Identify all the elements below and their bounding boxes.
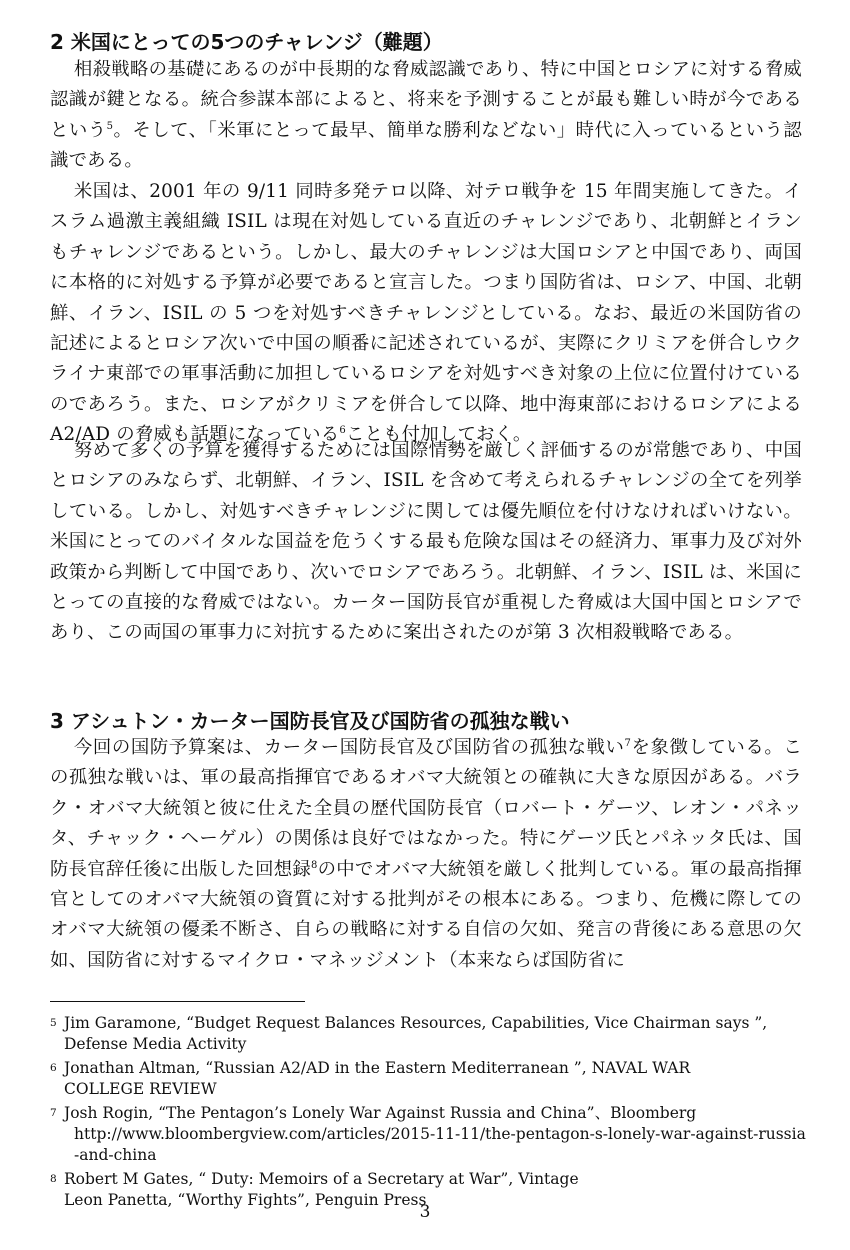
footnote-number: 6 xyxy=(50,1062,57,1074)
section-3-heading: 3 アシュトン・カーター国防長官及び国防省の孤独な戦い xyxy=(50,709,570,733)
footnote-7 xyxy=(50,1103,810,1166)
footnotes xyxy=(50,1013,810,1214)
section-3-paragraph-1 xyxy=(50,733,802,976)
page-number: 3 xyxy=(419,1202,431,1222)
paragraph-text: 米国は、2001 年の 9/11 同時多発テロ以降、対テロ戦争を 15 年間実施してきた。イスラム過激主義組織 ISIL は現在対処している直近のチャレンジであり、北朝鮮とイランもチャレンジであるという。しかし、最大のチャレンジは大国ロシアと中国であり、両国に本格的に対処する予算が必要であると宣言した。つまり国防省は、ロシア、中国、北朝鮮、イラン、ISIL の 5 つを対処すべきチャレンジとしている。なお、最近の米国防省の記述によるとロシア次いで中国の順番に記述されているが、実際にクリミアを併合しウクライナ東部での軍事活動に加担しているロシアを対処すべき対象の上位に位置付けているのであろう。また、ロシアがクリミアを併合して以降、地中海東部におけるロシアによる A2/AD の脅威も話題になっている xyxy=(50,181,802,446)
footnote-text: Robert M Gates, “ Duty: Memoirs of a Secretary at War”, Vintage xyxy=(64,1170,579,1188)
footnote-text: Defense Media Activity xyxy=(64,1035,247,1053)
footnote-number: 7 xyxy=(50,1107,57,1119)
footnote-text: Josh Rogin, “The Pentagon’s Lonely War Against Russia and China”、Bloomberg xyxy=(64,1104,697,1122)
footnote-text: Jim Garamone, “Budget Request Balances Resources, Capabilities, Vice Chairman says ”, xyxy=(64,1014,768,1032)
section-2-paragraph-1 xyxy=(50,55,802,177)
section-2-heading: 2 米国にとっての5つのチャレンジ（難題） xyxy=(50,30,443,54)
paragraph-text: ことも付加しておく。 xyxy=(345,424,532,446)
footnote-number: 5 xyxy=(50,1017,57,1029)
footnote-separator xyxy=(50,1001,305,1002)
footnote-text: Leon Panetta, “Worthy Fights”, Penguin Press xyxy=(64,1191,427,1209)
paragraph-text: 相殺戦略の基礎にあるのが中長期的な脅威認識であり、特に中国とロシアに対する脅威認識が鍵となる。統合参謀本部によると、将来を予測することが最も難しい時が今であるという xyxy=(50,59,802,141)
footnote-ref-6: 6 xyxy=(339,425,346,437)
footnote-text: COLLEGE REVIEW xyxy=(64,1080,217,1098)
footnote-ref-5: 5 xyxy=(106,120,114,132)
paragraph-text: を象徴している。この孤独な戦いは、軍の最高指揮官であるオバマ大統領との確執に大きな原因がある。バラク・オバマ大統領と彼に仕えた全員の歴代国防長官（ロバート・ゲーツ、レオン・パネッタ、チャック・ヘーゲル）の関係は良好ではなかった。特にゲーツ氏とパネッタ氏は、国防長官辞任後に出版した回想録 xyxy=(50,737,802,880)
section-2-paragraph-2 xyxy=(50,177,802,451)
section-2-paragraph-3: 努めて多くの予算を獲得するためには国際情勢を厳しく評価するのが常態であり、中国とロシアのみならず、北朝鮮、イラン、ISIL を含めて考えられるチャレンジの全てを列挙している。しかし、対処すべきチャレンジに関しては優先順位を付けなければいけない。米国にとってのバイタルな国益を危うくする最も危険な国はその経済力、軍事力及び対外政策から判断して中国であり、次いでロシアであろう。北朝鮮、イラン、ISIL は、米国にとっての直接的な脅威ではない。カーター国防長官が重視した脅威は大国中国とロシアであり、この両国の軍事力に対抗するために案出されたのが第 3 次相殺戦略である。 xyxy=(50,440,802,644)
footnote-ref-7: 7 xyxy=(624,737,632,749)
footnote-6 xyxy=(50,1058,810,1100)
paragraph-text: の中でオバマ大統領を厳しく批判している。軍の最高指揮官としてのオバマ大統領の資質に対する批判がその根本にある。つまり、危機に際してのオバマ大統領の優柔不断さ、自らの戦略に対する自信の欠如、発言の背後にある意思の欠如、国防省に対するマイクロ・マネッジメント（本来ならば国防省に xyxy=(50,858,802,971)
footnote-number: 8 xyxy=(50,1173,57,1185)
footnote-text: Jonathan Altman, “Russian A2/AD in the Eastern Mediterranean ”, NAVAL WAR xyxy=(64,1059,691,1077)
paragraph-text: 今回の国防予算案は、カーター国防長官及び国防省の孤独な戦い xyxy=(73,737,625,758)
footnote-url-link[interactable]: http://www.bloombergview.com/articles/2015-11-11/the-pentagon-s-lonely-war-against-russia-and-china xyxy=(74,1125,806,1164)
paragraph-text: 。そして、「米軍にとって最早、簡単な勝利などない」時代に入っているという認識である。 xyxy=(50,119,802,172)
footnote-5 xyxy=(50,1013,810,1055)
footnote-ref-8: 8 xyxy=(311,859,318,871)
